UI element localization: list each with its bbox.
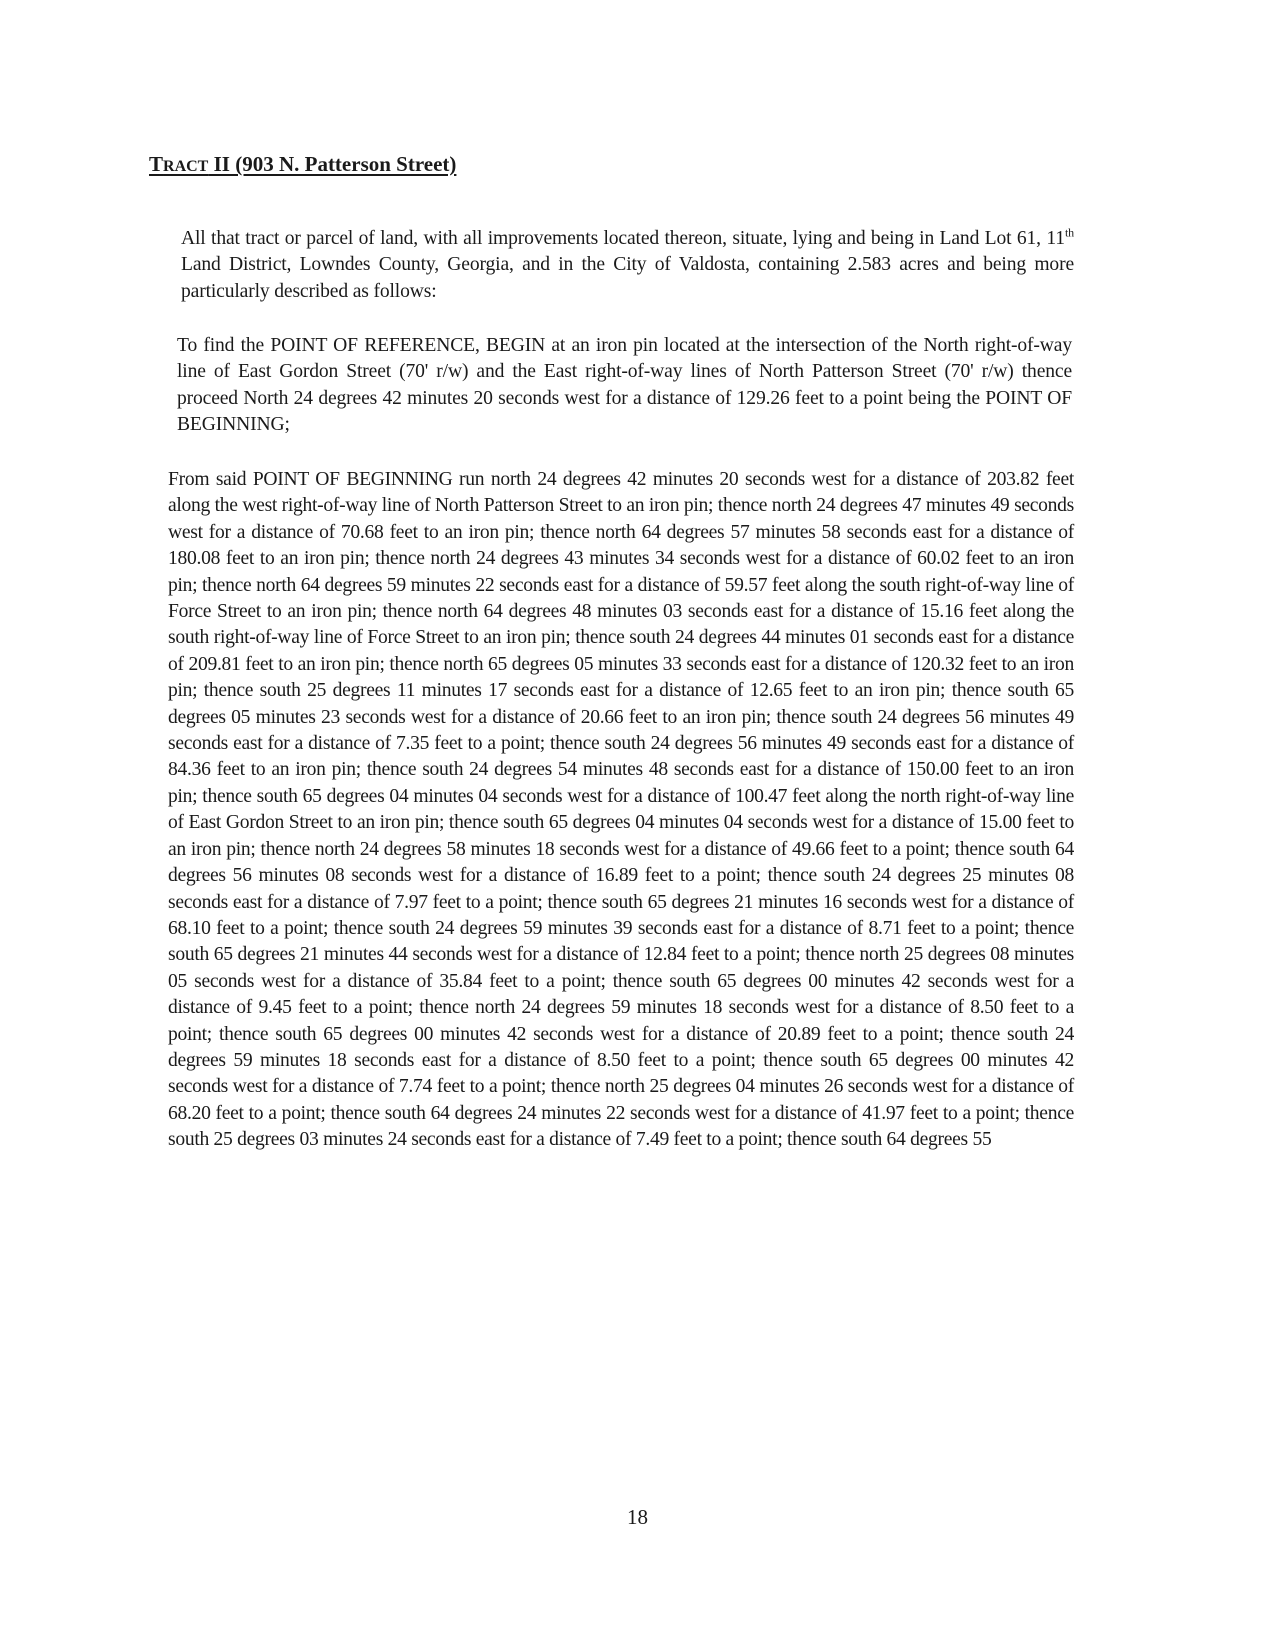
metes-and-bounds-paragraph: From said POINT OF BEGINNING run north 24 degrees 42 minutes 20 seconds west for a distance of 203.82 feet along the west right-of-way line of North Patterson Street to an iron pin; thence north 24 degrees 47 minutes 49 seconds west for a distance of 70.68 feet to an iron pin; thence north 64 degrees 57 minutes 58 seconds east for a distance of 180.08 feet to an iron pin; thence north 24 degrees 43 minutes 34 seconds west for a distance of 60.02 feet to an iron pin; thence north 64 degrees 59 minutes 22 seconds east for a distance of 59.57 feet along the south right-of-way line of Force Street to an iron pin; thence north 64 degrees 48 minutes 03 seconds east for a distance of 15.16 feet along the south right-of-way line of Force Street to an iron pin; thence south 24 degrees 44 minutes 01 seconds east for a distance of 209.81 feet to an iron pin; thence north 65 degrees 05 minutes 33 seconds east for a distance of 120.32 feet to an iron pin; thence south 25 degrees 11 minutes 17 seconds east for a distance of 12.65 feet to an iron pin; thence south 65 degrees 05 minutes 23 seconds west for a distance of 20.66 feet to an iron pin; thence south 24 degrees 56 minutes 49 seconds east for a distance of 7.35 feet to a point; thence south 24 degrees 56 minutes 49 seconds east for a distance of 84.36 feet to an iron pin; thence south 24 degrees 54 minutes 48 seconds east for a distance of 150.00 feet to an iron pin; thence south 65 degrees 04 minutes 04 seconds west for a distance of 100.47 feet along the north right-of-way line of East Gordon Street to an iron pin; thence south 65 degrees 04 minutes 04 seconds west for a distance of 15.00 feet to an iron pin; thence north 24 degrees 58 minutes 18 seconds west for a distance of 49.66 feet to a point; thence south 64 degrees 56 minutes 08 seconds west for a distance of 16.89 feet to a point; thence south 24 degrees 25 minutes 08 seconds east for a distance of 7.97 feet to a point; thence south 65 degrees 21 minutes 16 seconds west for a distance of 68.10 feet to a point; thence south 24 degrees 59 minutes 39 seconds east for a distance of 8.71 feet to a point; thence south 65 degrees 21 minutes 44 seconds west for a distance of 12.84 feet to a point; thence north 25 degrees 08 minutes 05 seconds west for a distance of 35.84 feet to a point; thence south 65 degrees 00 minutes 42 seconds west for a distance of 9.45 feet to a point; thence north 24 degrees 59 minutes 18 seconds west for a distance of 8.50 feet to a point; thence south 65 degrees 00 minutes 42 seconds west for a distance of 20.89 feet to a point; thence south 24 degrees 59 minutes 18 seconds east for a distance of 8.50 feet to a point; thence south 65 degrees 00 minutes 42 seconds west for a distance of 7.74 feet to a point; thence north 25 degrees 04 minutes 26 seconds west for a distance of 68.20 feet to a point; thence south 64 degrees 24 minutes 22 seconds west for a distance of 41.97 feet to a point; thence south 25 degrees 03 minutes 24 seconds east for a distance of 7.49 feet to a point; thence south 64 degrees 55 [168, 469, 1074, 1151]
point-of-reference-paragraph: To find the POINT OF REFERENCE, BEGIN at an iron pin located at the intersection of the North right-of-way line of East Gordon Street (70' r/w) and the East right-of-way lines of North Patterson Street (70' r/w) thence proceed North 24 degrees 42 minutes 20 seconds west for a distance of 129.26 feet to a point being the POINT OF BEGINNING; [177, 335, 1072, 436]
heading-initial: T [149, 152, 164, 176]
intro-paragraph-part2: Land District, Lowndes County, Georgia, and in the City of Valdosta, containing 2.583 acres and being more particularly described as follows: [181, 254, 1074, 302]
heading-remainder: II (903 N. Patterson Street) [208, 152, 457, 176]
ordinal-superscript: th [1064, 225, 1074, 240]
intro-paragraph [181, 226, 1074, 305]
tract-heading [149, 152, 456, 177]
page-number: 18 [627, 1505, 648, 1529]
intro-paragraph-part1: All that tract or parcel of land, with all improvements located thereon, situate, lying and being in Land Lot 61, 11 [181, 228, 1065, 249]
heading-smallcaps: RACT [163, 158, 209, 175]
